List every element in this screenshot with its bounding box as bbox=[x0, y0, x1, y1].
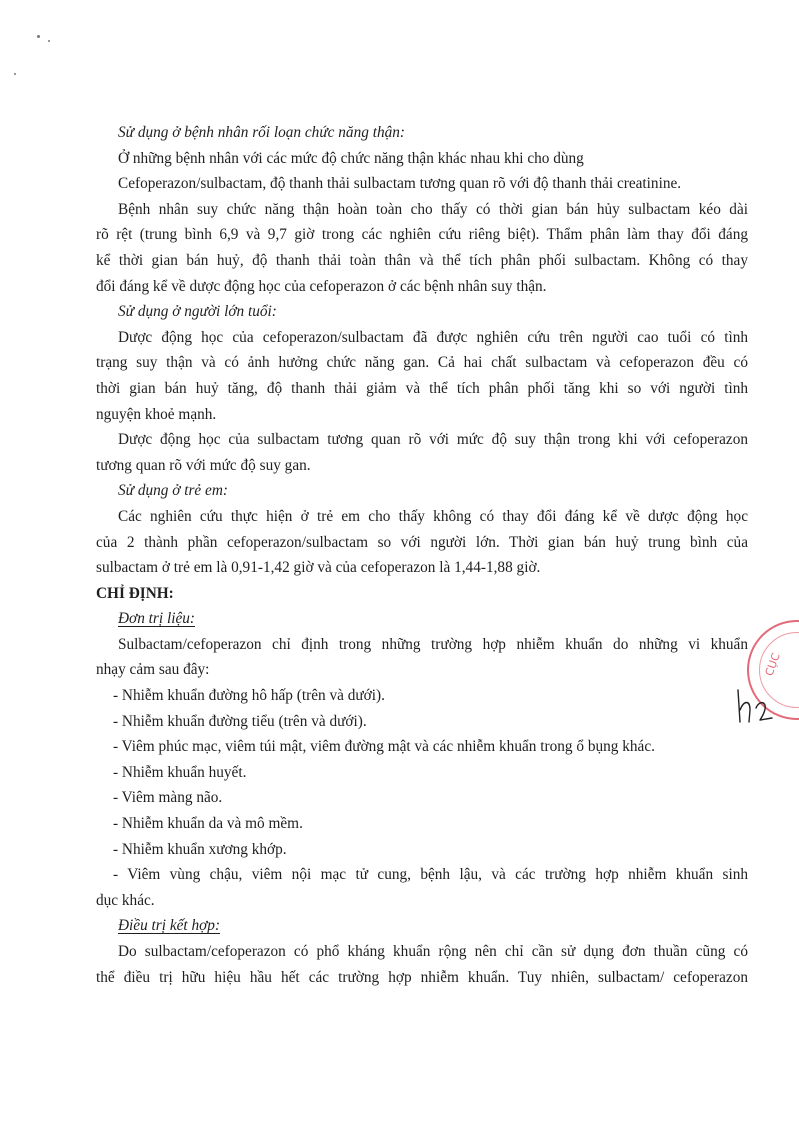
text-line: nguyện khoẻ mạnh. bbox=[96, 405, 217, 423]
text-line: - Viêm màng não. bbox=[113, 789, 223, 807]
text-line: đổi đáng kể về dược động học của cefoperazon ở các bệnh nhân suy thận. bbox=[96, 277, 547, 295]
text-line: Cefoperazon/sulbactam, độ thanh thải sulbactam tương quan rõ với độ thanh thải creatinine. bbox=[118, 175, 682, 193]
text-line: thể điều trị hữu hiệu hầu hết các trường hợp nhiễm khuẩn. Tuy nhiên, sulbactam/ cefoperazon bbox=[96, 968, 748, 986]
styled-text: Điều trị kết hợp: bbox=[118, 917, 221, 935]
text-line: kể thời gian bán huỷ, độ thanh thải toàn thân và thể tích phân phối sulbactam. Không có thay bbox=[96, 251, 748, 269]
text-line: - Nhiễm khuẩn xương khớp. bbox=[113, 840, 287, 858]
text-line: thời gian bán huỷ tăng, độ thanh thải giảm và thể tích phân phối tăng khi so với người tình bbox=[96, 379, 748, 397]
text-line: - Nhiễm khuẩn huyết. bbox=[113, 763, 247, 781]
styled-text: Sử dụng ở trẻ em: bbox=[118, 482, 228, 500]
text-line: - Viêm vùng chậu, viêm nội mạc tử cung, bệnh lậu, và các trường hợp nhiễm khuẩn sinh bbox=[113, 866, 748, 884]
handwritten-initials bbox=[734, 686, 774, 726]
text-line: Ở những bệnh nhân với các mức độ chức năng thận khác nhau khi cho dùng bbox=[118, 149, 584, 167]
text-line: trạng suy thận và có ảnh hưởng chức năng gan. Cả hai chất sulbactam và cefoperazon đều có bbox=[96, 354, 748, 372]
subheading bbox=[96, 299, 748, 325]
text-line: - Viêm phúc mạc, viêm túi mật, viêm đường mật và các nhiễm khuẩn trong ổ bụng khác. bbox=[113, 738, 655, 756]
stamp-text: CỤC bbox=[762, 651, 783, 678]
subheading bbox=[96, 913, 748, 939]
styled-text: Sử dụng ở bệnh nhân rối loạn chức năng thận: bbox=[118, 124, 405, 141]
subheading bbox=[96, 120, 748, 146]
styled-text: CHỈ ĐỊNH: bbox=[96, 584, 174, 602]
text-line: sulbactam ở trẻ em là 0,91-1,42 giờ và của cefoperazon là 1,44-1,88 giờ. bbox=[96, 559, 541, 577]
text-line: của 2 thành phần cefoperazon/sulbactam so với người lớn. Thời gian bán huỷ trung bình của bbox=[96, 533, 748, 551]
text-line: - Nhiễm khuẩn đường hô hấp (trên và dưới). bbox=[113, 687, 385, 705]
scan-speck bbox=[48, 40, 50, 42]
text-line: Dược động học của cefoperazon/sulbactam đã được nghiên cứu trên người cao tuổi có tình bbox=[118, 328, 748, 346]
styled-text: Đơn trị liệu: bbox=[118, 610, 195, 628]
subheading bbox=[96, 606, 748, 632]
document-text bbox=[96, 120, 748, 990]
text-line: - Nhiễm khuẩn da và mô mềm. bbox=[113, 815, 303, 833]
text-line: dục khác. bbox=[96, 891, 155, 909]
text-line: Do sulbactam/cefoperazon có phổ kháng khuẩn rộng nên chỉ cần sử dụng đơn thuần cũng có bbox=[118, 943, 748, 960]
subheading bbox=[96, 478, 748, 504]
text-line: tương quan rõ với mức độ suy gan. bbox=[96, 456, 311, 474]
text-line: Bệnh nhân suy chức năng thận hoàn toàn cho thấy có thời gian bán hủy sulbactam kéo dài bbox=[118, 200, 748, 218]
section-heading bbox=[96, 581, 748, 607]
styled-text: Sử dụng ở người lớn tuổi: bbox=[118, 303, 277, 321]
text-line: - Nhiễm khuẩn đường tiểu (trên và dưới). bbox=[113, 712, 367, 730]
text-line: rõ rệt (trung bình 6,9 và 9,7 giờ trong các nghiên cứu riêng biệt). Thẩm phân làm thay đổi đáng bbox=[96, 226, 748, 244]
text-line: nhạy cảm sau đây: bbox=[96, 661, 210, 679]
scan-speck bbox=[37, 35, 40, 38]
text-line: Các nghiên cứu thực hiện ở trẻ em cho thấy không có thay đổi đáng kể về dược động học bbox=[118, 507, 748, 525]
text-line: Sulbactam/cefoperazon chỉ định trong những trường hợp nhiễm khuẩn do những vi khuẩn bbox=[118, 635, 748, 653]
scan-speck bbox=[14, 73, 16, 75]
text-line: Dược động học của sulbactam tương quan rõ với mức độ suy thận trong khi với cefoperazon bbox=[118, 431, 748, 449]
